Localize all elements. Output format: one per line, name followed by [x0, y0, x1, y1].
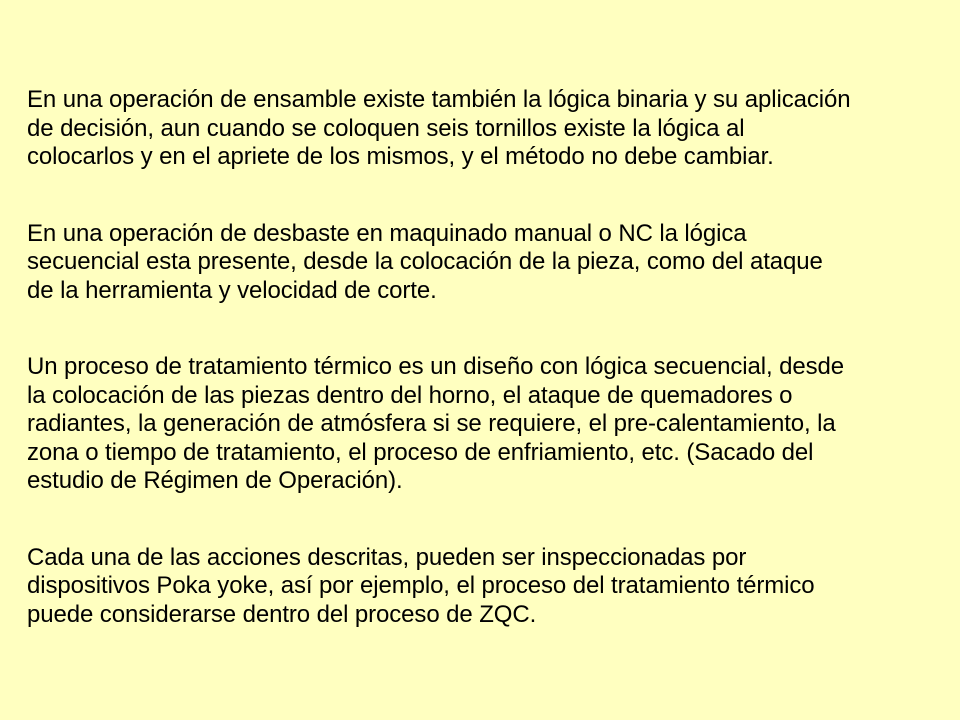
paragraph-line: Cada una de las acciones descritas, pueden ser inspeccionadas por	[27, 543, 747, 571]
slide-body	[27, 86, 957, 629]
paragraph-line: de decisión, aun cuando se coloquen seis tornillos existe la lógica al	[27, 114, 745, 142]
paragraph-line: radiantes, la generación de atmósfera si se requiere, el pre-calentamiento, la	[27, 410, 836, 437]
paragraph-line: En una operación de desbaste en maquinado manual o NC la lógica	[27, 219, 747, 247]
paragraph-line: Un proceso de tratamiento térmico es un diseño con lógica secuencial, desde	[27, 353, 844, 380]
paragraph-poka-yoke	[27, 544, 957, 630]
paragraph-line: colocarlos y en el apriete de los mismos, y el método no debe cambiar.	[27, 143, 774, 170]
paragraph-machining-logic	[27, 220, 957, 306]
paragraph-line: de la herramienta y velocidad de corte.	[27, 276, 437, 304]
paragraph-line: zona o tiempo de tratamiento, el proceso de enfriamiento, etc. (Sacado del	[27, 438, 814, 466]
paragraph-line: dispositivos Poka yoke, así por ejemplo, el proceso del tratamiento térmico	[27, 572, 815, 599]
paragraph-line: estudio de Régimen de Operación).	[27, 467, 403, 494]
paragraph-heat-treatment	[27, 353, 957, 496]
paragraph-assembly-logic	[27, 86, 957, 172]
paragraph-line: la colocación de las piezas dentro del horno, el ataque de quemadores o	[27, 381, 793, 409]
paragraph-line: En una operación de ensamble existe también la lógica binaria y su aplicación	[27, 86, 851, 113]
paragraph-line: secuencial esta presente, desde la colocación de la pieza, como del ataque	[27, 248, 823, 275]
paragraph-line: puede considerarse dentro del proceso de ZQC.	[27, 600, 537, 628]
